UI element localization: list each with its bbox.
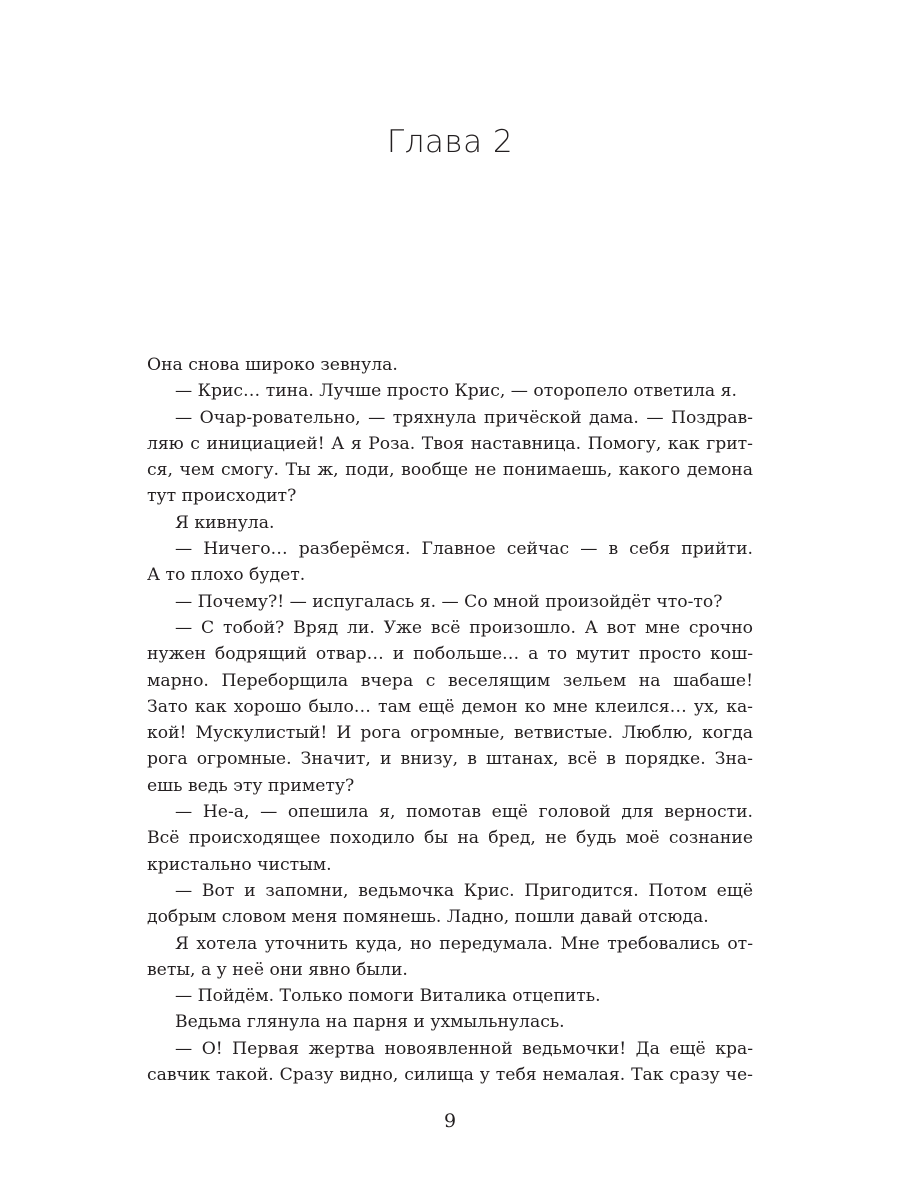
text-line: марно. Переборщила вчера с веселящим зельем на шабаше!: [147, 670, 753, 691]
text-line: Она снова широко зевнула.: [147, 355, 398, 375]
text-line: — Крис… тина. Лучше просто Крис, — оторопело ответила я.: [175, 381, 737, 402]
page-number: 9: [443, 1110, 457, 1132]
chapter-title: Глава 2: [386, 124, 514, 160]
text-line: Я хотела уточнить куда, но передумала. Мне требовались от-: [175, 933, 753, 954]
text-line: ляю с инициацией! А я Роза. Твоя наставница. Помогу, как грит-: [147, 433, 753, 454]
chapter-body-text: [147, 352, 753, 1088]
text-line: Я кивнула.: [175, 512, 275, 533]
text-line: добрым словом меня помянешь. Ладно, пошли давай отсюда.: [147, 907, 709, 928]
text-line: кристально чистым.: [147, 854, 332, 875]
text-line: — Пойдём. Только помоги Виталика отцепить.: [175, 986, 601, 1007]
text-line: — Не-а, — опешила я, помотав ещё головой для верности.: [175, 802, 753, 823]
text-line: ешь ведь эту примету?: [147, 775, 355, 796]
text-line: — Очар-ровательно, — тряхнула причёской дама. — Поздрав-: [175, 407, 753, 428]
text-line: рога огромные. Значит, и внизу, в штанах, всё в порядке. Зна-: [147, 749, 753, 770]
text-line: А то плохо будет.: [147, 565, 306, 586]
text-line: Ведьма глянула на парня и ухмыльнулась.: [175, 1012, 565, 1033]
text-line: — О! Первая жертва новоявленной ведьмочки! Да ещё кра-: [175, 1038, 753, 1059]
text-line: — Вот и запомни, ведьмочка Крис. Пригодится. Потом ещё: [175, 880, 753, 901]
text-line: Зато как хорошо было… там ещё демон ко мне клеился… ух, ка-: [147, 696, 753, 717]
text-line: тут происходит?: [147, 486, 297, 507]
text-line: савчик такой. Сразу видно, силища у тебя немалая. Так сразу че-: [147, 1065, 753, 1086]
text-line: — С тобой? Вряд ли. Уже всё произошло. А вот мне срочно: [175, 617, 753, 638]
text-line: — Ничего… разберёмся. Главное сейчас — в себя прийти.: [175, 539, 753, 560]
text-line: Всё происходящее походило бы на бред, не будь моё сознание: [147, 828, 753, 849]
text-line: ся, чем смогу. Ты ж, поди, вообще не понимаешь, какого демона: [147, 460, 753, 481]
text-line: кой! Мускулистый! И рога огромные, ветвистые. Люблю, когда: [147, 723, 753, 744]
text-line: — Почему?! — испугалась я. — Со мной произойдёт что-то?: [175, 591, 723, 612]
text-line: веты, а у неё они явно были.: [147, 959, 408, 980]
text-line: нужен бодрящий отвар… и побольше… а то мутит просто кош-: [147, 644, 753, 665]
